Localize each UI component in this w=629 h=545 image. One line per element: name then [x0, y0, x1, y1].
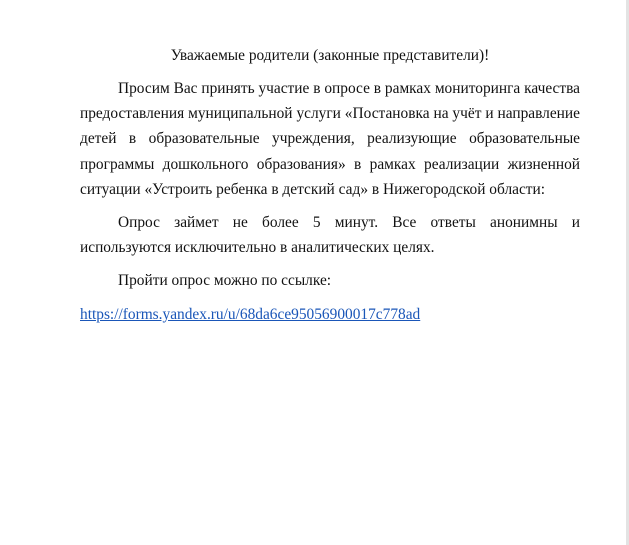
survey-link-line [80, 302, 580, 327]
survey-duration-paragraph: Опрос займет не более 5 минут. Все ответы анонимны и используются исключительно в аналитических целях. [80, 214, 580, 257]
survey-invitation-paragraph: Просим Вас принять участие в опросе в рамках мониторинга качества предоставления муниципальной услуги «Постановка на учёт и направление детей в образовательные учреждения, реализующие образовательные программы дошкольного образования» в рамках реализации жизненной ситуации «Устроить ребенка в детский сад» в Нижегородской области: [80, 80, 580, 198]
survey-link-intro: Пройти опрос можно по ссылке: [118, 272, 332, 290]
survey-link[interactable]: https://forms.yandex.ru/u/68da6ce95056900017c778ad [80, 305, 421, 323]
document-body [80, 43, 580, 327]
greeting-heading: Уважаемые родители (законные представители)! [170, 47, 490, 64]
